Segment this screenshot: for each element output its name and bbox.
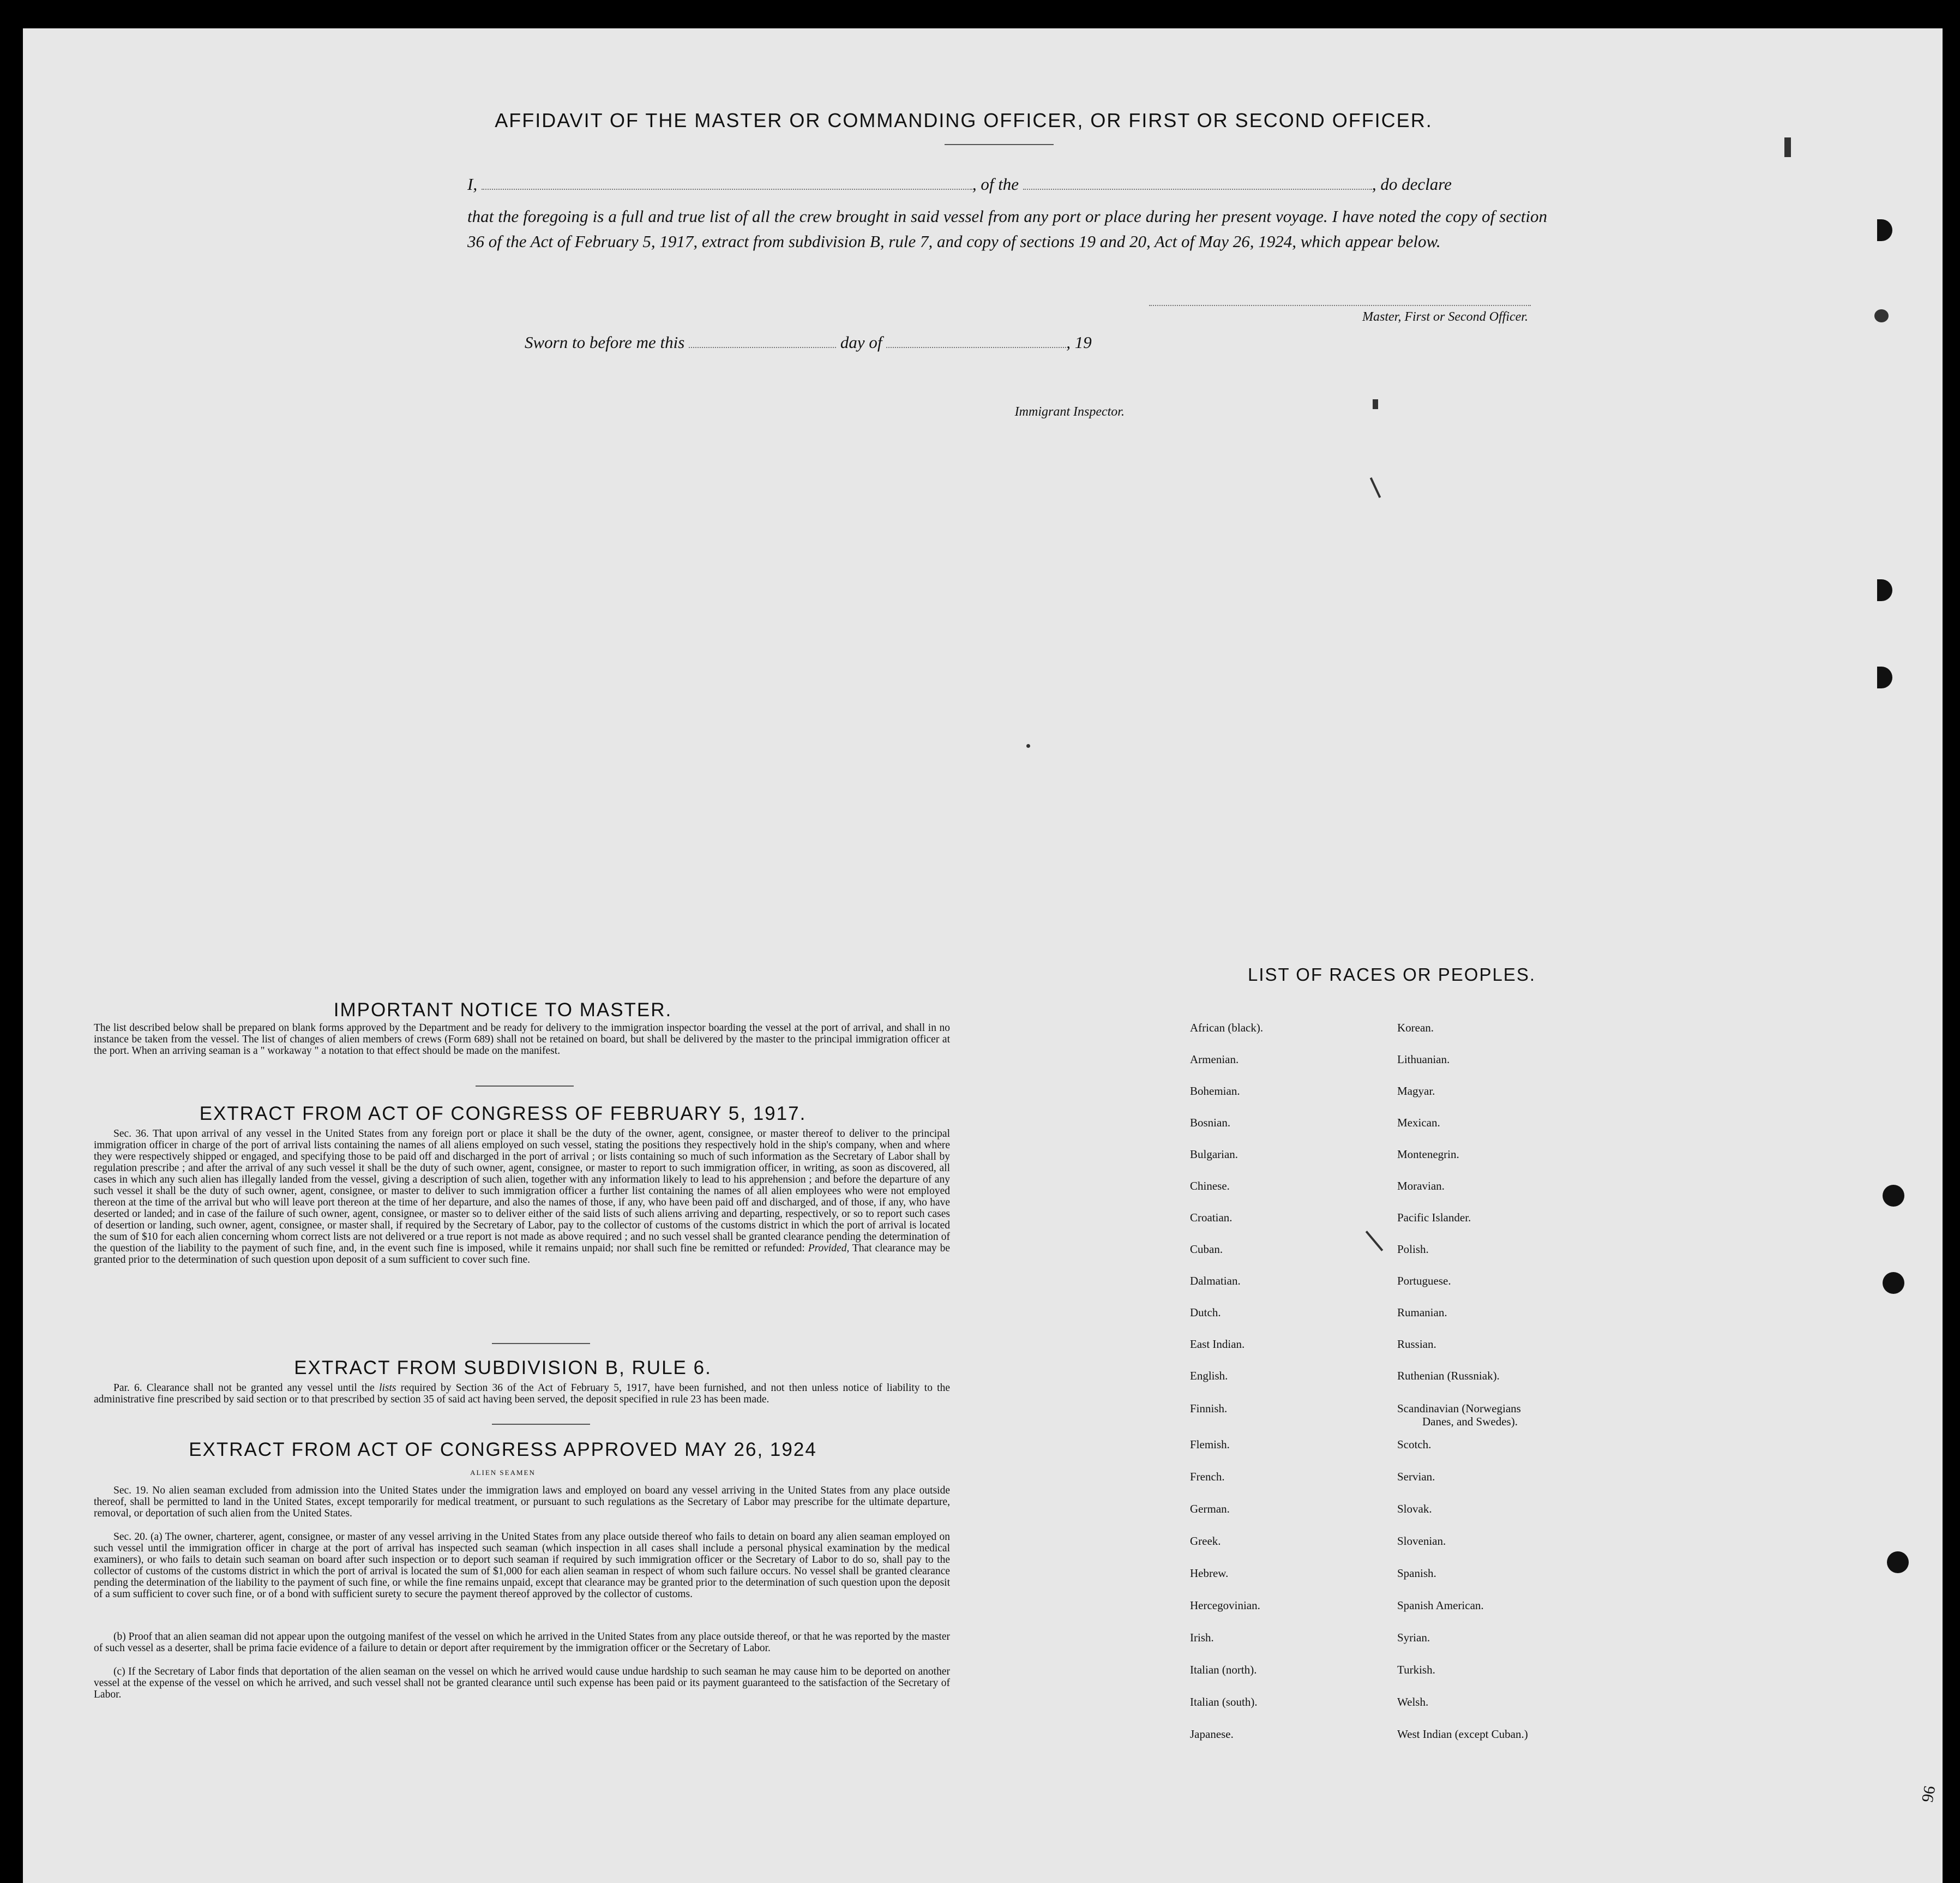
subdivision-text: [94, 1382, 950, 1405]
race-item: Finnish.: [1190, 1402, 1228, 1415]
of-the-label: , of the: [972, 175, 1019, 194]
race-item: Dutch.: [1190, 1306, 1221, 1319]
races-title: LIST OF RACES OR PEOPLES.: [1247, 964, 1536, 985]
vessel-blank[interactable]: [1023, 188, 1372, 190]
race-item: Mexican.: [1397, 1116, 1440, 1129]
corner-page-number: 96: [1918, 1784, 1939, 1804]
sec-20c-text: (c) If the Secretary of Labor finds that deportation of the alien seaman on the vessel on which he arrived would cause undue hardship to such seaman he may cause him to be deported on another vessel at the expense of the vessel on which he arrived, and such vessel shall not be granted clearance until such expense has been paid or its payment guaranteed to the satisfaction of the Secretary of Labor.: [94, 1666, 950, 1700]
sworn-line: [525, 333, 1234, 352]
alien-seamen-subtitle: ALIEN SEAMEN: [470, 1468, 536, 1477]
race-item: Slovak.: [1397, 1502, 1432, 1515]
race-item: Ruthenian (Russniak).: [1397, 1369, 1500, 1382]
race-item: English.: [1190, 1369, 1228, 1382]
race-item: Hercegovinian.: [1190, 1599, 1260, 1612]
punch-hole: [1883, 1185, 1904, 1207]
master-signature-caption: Master, First or Second Officer.: [1362, 310, 1528, 324]
race-item: Portuguese.: [1397, 1274, 1451, 1287]
race-item: Servian.: [1397, 1470, 1435, 1483]
race-item: Greek.: [1190, 1534, 1221, 1548]
ink-speck: [1874, 309, 1889, 322]
sec-20a-text: Sec. 20. (a) The owner, charterer, agent, consignee, or master of any vessel arriving in the United States from any place outside thereof who fails to detain on board any alien seaman employed on such vessel until the immigration officer in charge at the port of arrival has inspected such seaman (which inspection in all cases shall include a personal physical examination by the medical examiners), or who fails to detain such seaman on board after such inspection or to deport such seaman if required by such immigration officer or the Secretary of Labor to do so, shall pay to the collector of customs of the customs district in which the port of arrival is located the sum of $1,000 for each alien seaman in respect of whom such failure occurs. No vessel shall be granted clearance pending the determination of the liability to the payment of such fine, or while the fine remains unpaid, except that clearance may be granted prior to the determination of such question upon the deposit of a sum sufficient to cover such fine, or of a bond with sufficient surety to secure the payment thereof approved by the collector of customs.: [94, 1531, 950, 1600]
extract-1917-title: EXTRACT FROM ACT OF CONGRESS OF FEBRUARY 5, 1917.: [199, 1103, 807, 1124]
declaration-first-line: [467, 175, 1547, 194]
punch-hole: [1877, 667, 1892, 688]
sec-36-end: That clearance may be granted prior to the determination of such question upon deposit of a sum sufficient to cover such fine.: [94, 1243, 951, 1266]
race-item: East Indian.: [1190, 1338, 1245, 1351]
punch-hole: [1877, 579, 1892, 601]
sec-36-body: That upon arrival of any vessel in the United States from any foreign port or place it shall be the duty of the owner, agent, consignee, or master thereof to deliver to the principal immigration officer in charge of the port of arrival lists containing the names of all aliens employed on such vessel, stating the positions they respectively hold in the ship's company, when and where they were respectively shipped or engaged, and specifying those to be paid off and discharged in the port of arrival ; or lists containing so much of such information as the Secretary of Labor shall by regulation prescribe ; and after the arrival of any such vessel it shall be the duty of such owner, agent, consignee, or master to report to such immigration officer, in writing, as soon as discovered, all cases in which any such alien has illegally landed from the vessel, giving a description of such alien, together with any information likely to lead to his apprehension ; and before the departure of any such vessel it shall be the duty of such owner, agent, consignee, or master to deliver to such immigration officer a further list containing the names of all alien employees who were not employed thereon at the time of the arrival but who will leave port thereon at the time of her departure, and also the names of those, if any, who have been paid off and discharged, and of those, if any, who have deserted or landed; and in case of the failure of such owner, agent, consignee, or master so to deliver either of the said lists of such aliens arriving and departing, respectively, or so to report such cases of desertion or landing, such owner, agent, consignee, or master shall, if required by the Secretary of Labor, pay to the collector of customs of the customs district in which the port of arrival is located the sum of $10 for each alien concerning whom correct lists are not delivered or a true report is not made as above required ; and no such vessel shall be granted clearance pending the determination of the question of the liability to the payment of such fine, and, in the event such fine is imposed, while it remains unpaid; nor shall such fine be remitted or refunded:: [94, 1128, 950, 1254]
affidavit-title: AFFIDAVIT OF THE MASTER OR COMMANDING OFFICER, OR FIRST OR SECOND OFFICER.: [495, 109, 1433, 131]
race-item: Hebrew.: [1190, 1567, 1229, 1580]
sworn-label: Sworn to before me this: [525, 333, 685, 352]
race-item: French.: [1190, 1470, 1225, 1483]
race-item: Croatian.: [1190, 1211, 1232, 1224]
punch-hole: [1887, 1551, 1909, 1573]
race-item: African (black).: [1190, 1021, 1264, 1034]
race-item: Irish.: [1190, 1631, 1214, 1644]
punch-hole: [1883, 1272, 1904, 1294]
document-sheet: [23, 28, 1943, 1883]
race-item: Turkish.: [1397, 1663, 1435, 1676]
race-item: Scotch.: [1397, 1438, 1432, 1451]
subdivision-title: EXTRACT FROM SUBDIVISION B, RULE 6.: [294, 1357, 712, 1378]
race-item: Polish.: [1397, 1243, 1429, 1256]
race-item: Rumanian.: [1397, 1306, 1447, 1319]
race-item: Russian.: [1397, 1338, 1436, 1351]
title-divider: [945, 144, 1054, 145]
race-item: Scandinavian (Norwegians: [1397, 1402, 1521, 1415]
notice-title: IMPORTANT NOTICE TO MASTER.: [333, 999, 672, 1021]
inspector-signature-caption: Immigrant Inspector.: [1014, 405, 1125, 419]
race-item: Italian (north).: [1190, 1663, 1257, 1676]
lists-word: lists: [379, 1382, 396, 1394]
ink-speck: [1373, 399, 1378, 409]
day-blank[interactable]: [689, 346, 836, 348]
par-6-start: Par. 6. Clearance shall not be granted any vessel until the: [113, 1382, 375, 1394]
race-item: Moravian.: [1397, 1179, 1445, 1192]
punch-hole: [1877, 219, 1892, 241]
notice-divider: [476, 1086, 574, 1087]
extract-1924-title: EXTRACT FROM ACT OF CONGRESS APPROVED MAY 26, 1924: [189, 1439, 817, 1460]
day-of-label: day of: [840, 333, 882, 352]
race-item: Italian (south).: [1190, 1695, 1258, 1708]
race-item: Danes, and Swedes).: [1422, 1415, 1518, 1428]
race-item: Korean.: [1397, 1021, 1434, 1034]
race-item: Bohemian.: [1190, 1084, 1240, 1098]
race-item: Flemish.: [1190, 1438, 1230, 1451]
race-item: Japanese.: [1190, 1728, 1234, 1741]
extract-1917-text: [94, 1128, 950, 1266]
race-item: West Indian (except Cuban.): [1397, 1728, 1528, 1741]
ink-speck: [1370, 477, 1381, 498]
extract-divider-2: [492, 1424, 590, 1425]
ink-speck: [1366, 1231, 1384, 1251]
provided-word: Provided,: [808, 1243, 850, 1254]
race-item: Spanish American.: [1397, 1599, 1484, 1612]
race-item: Bosnian.: [1190, 1116, 1231, 1129]
race-item: Welsh.: [1397, 1695, 1429, 1708]
race-item: Dalmatian.: [1190, 1274, 1241, 1287]
race-item: German.: [1190, 1502, 1230, 1515]
race-item: Cuban.: [1190, 1243, 1223, 1256]
race-item: Montenegrin.: [1397, 1148, 1459, 1161]
declaration-body: that the foregoing is a full and true list of all the crew brought in said vessel from any port or place during her present voyage. I have noted the copy of section 36 of the Act of February 5, 1917, extract from subdivision B, rule 7, and copy of sections 19 and 20, Act of May 26, 1924, which appear below.: [467, 207, 1547, 251]
i-label: I,: [467, 175, 478, 194]
race-item: Chinese.: [1190, 1179, 1230, 1192]
race-item: Bulgarian.: [1190, 1148, 1238, 1161]
race-item: Slovenian.: [1397, 1534, 1446, 1548]
do-declare-label: , do declare: [1372, 175, 1452, 194]
sec-20b-text: (b) Proof that an alien seaman did not appear upon the outgoing manifest of the vessel on which he arrived in the United States from any place outside thereof, or that he was reported by the master of such vessel as a deserter, shall be prima facie evidence of a failure to detain or deport after requirement by the immigration officer or the Secretary of Labor.: [94, 1631, 950, 1654]
notice-text: The list described below shall be prepared on blank forms approved by the Department and be ready for delivery to the immigration inspector boarding the vessel at the port of arrival, and shall in no instance be taken from the vessel. The list of changes of alien members of crews (Form 689) shall not be retained on board, but shall be delivered by the master to the principal immigration officer at the port. When an arriving seaman is a " workaway " a notation to that effect should be made on the manifest.: [94, 1022, 950, 1057]
sec-19-text: Sec. 19. No alien seaman excluded from admission into the United States under the immigration laws and employed on board any vessel arriving in the United States from any place outside thereof, shall be permitted to land in the United States, except temporarily for medical treatment, or pursuant to such regulations as the Secretary of Labor may prescribe for the ultimate departure, removal, or deportation of such alien from the United States.: [94, 1485, 950, 1519]
month-blank[interactable]: [886, 346, 1066, 348]
race-item: Magyar.: [1397, 1084, 1435, 1098]
race-item: Pacific Islander.: [1397, 1211, 1471, 1224]
race-item: Lithuanian.: [1397, 1053, 1450, 1066]
ink-speck: [1026, 744, 1030, 748]
sec-36-label: Sec. 36.: [113, 1128, 149, 1140]
race-item: Syrian.: [1397, 1631, 1430, 1644]
ink-speck: [1784, 137, 1791, 157]
master-signature-line[interactable]: [1149, 304, 1531, 306]
name-blank[interactable]: [482, 188, 972, 190]
par-6-end: required by Section 36 of the Act of February 5, 1917, have been furnished, and not then unless notice of liability to the administrative fine prescribed by said section or to that prescribed by section 35 of said act having been served, the deposit specified in rule 23 has been made.: [94, 1382, 951, 1405]
race-item: Armenian.: [1190, 1053, 1239, 1066]
race-item: Spanish.: [1397, 1567, 1436, 1580]
extract-divider-1: [492, 1343, 590, 1344]
year-prefix: , 19: [1066, 333, 1092, 352]
